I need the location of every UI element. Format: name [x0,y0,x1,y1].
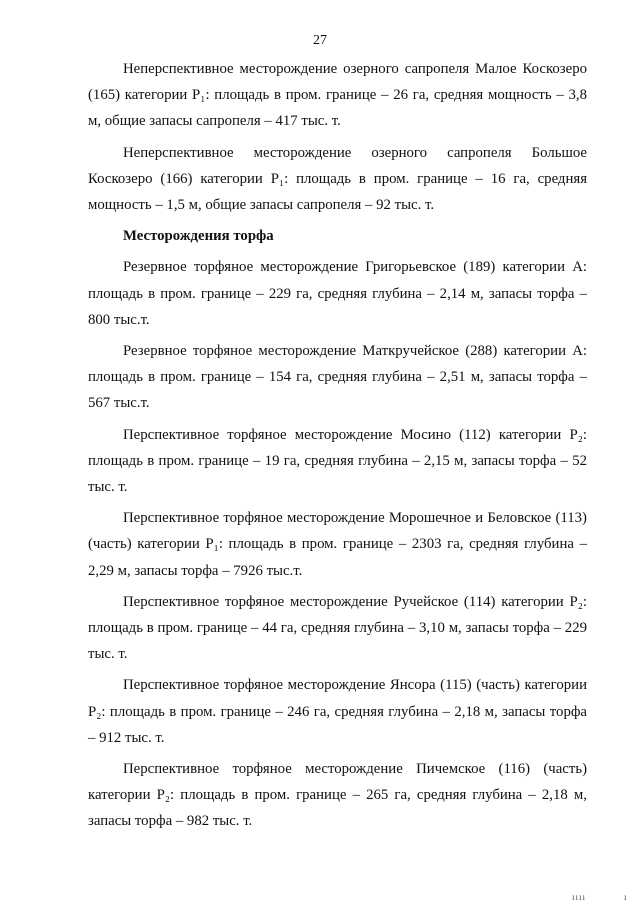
footer-scan-mark-left: ıııı [572,892,587,902]
paragraph-mosino: Перспективное торфяное месторождение Мосино (112) категории Р₂: площадь в пром. границе – 19 га, средняя глубина – 2,15 м, запасы торфа – 52 тыс. т. [88,426,587,496]
paragraph-rucheiskoe: Перспективное торфяное месторождение Ручейское (114) категории Р₂: площадь в пром. границе – 44 га, средняя глубина – 3,10 м, запасы торфа – 229 тыс. т. [88,593,587,663]
paragraph-maloe-koskozero: Неперспективное месторождение озерного сапропеля Малое Коскозеро (165) категории Р₁: площадь в пром. границе – 26 га, средняя мощность – 3,8 м, общие запасы сапропеля – 417 тыс. т. [88,61,587,130]
document-body [88,56,587,840]
paragraph-bolshoe-koskozero: Неперспективное месторождение озерного сапропеля Большое Коскозеро (166) категории Р₁: площадь в пром. границе – 16 га, средняя мощность – 1,5 м, общие запасы сапропеля – 92 тыс. т. [88,144,587,214]
footer-scan-mark-right: ı [624,892,628,902]
section-heading-peat: Месторождения торфа [123,228,274,245]
page-number: 27 [313,33,327,48]
paragraph-pichemskoe: Перспективное торфяное месторождение Пичемское (116) (часть) категории Р₂: площадь в пром. границе – 265 га, средняя глубина – 2,18 м, запасы торфа – 982 тыс. т. [88,761,587,830]
paragraph-yansora: Перспективное торфяное месторождение Янсора (115) (часть) категории Р₂: площадь в пром. границе – 246 га, средняя глубина – 2,18 м, запасы торфа – 912 тыс. т. [88,677,587,746]
paragraph-matkrucheiskoe: Резервное торфяное месторождение Маткручейское (288) категории А: площадь в пром. границе – 154 га, средняя глубина – 2,51 м, запасы торфа – 567 тыс.т. [88,343,587,412]
paragraph-grigorievskoe: Резервное торфяное месторождение Григорьевское (189) категории А: площадь в пром. границе – 229 га, средняя глубина – 2,14 м, запасы торфа – 800 тыс.т. [88,259,587,328]
paragraph-moroshechnoe-belovskoe: Перспективное торфяное месторождение Морошечное и Беловское (113) (часть) категории Р₁: площадь в пром. границе – 2303 га, средняя глубина – 2,29 м, запасы торфа – 7926 тыс.т. [88,510,587,579]
